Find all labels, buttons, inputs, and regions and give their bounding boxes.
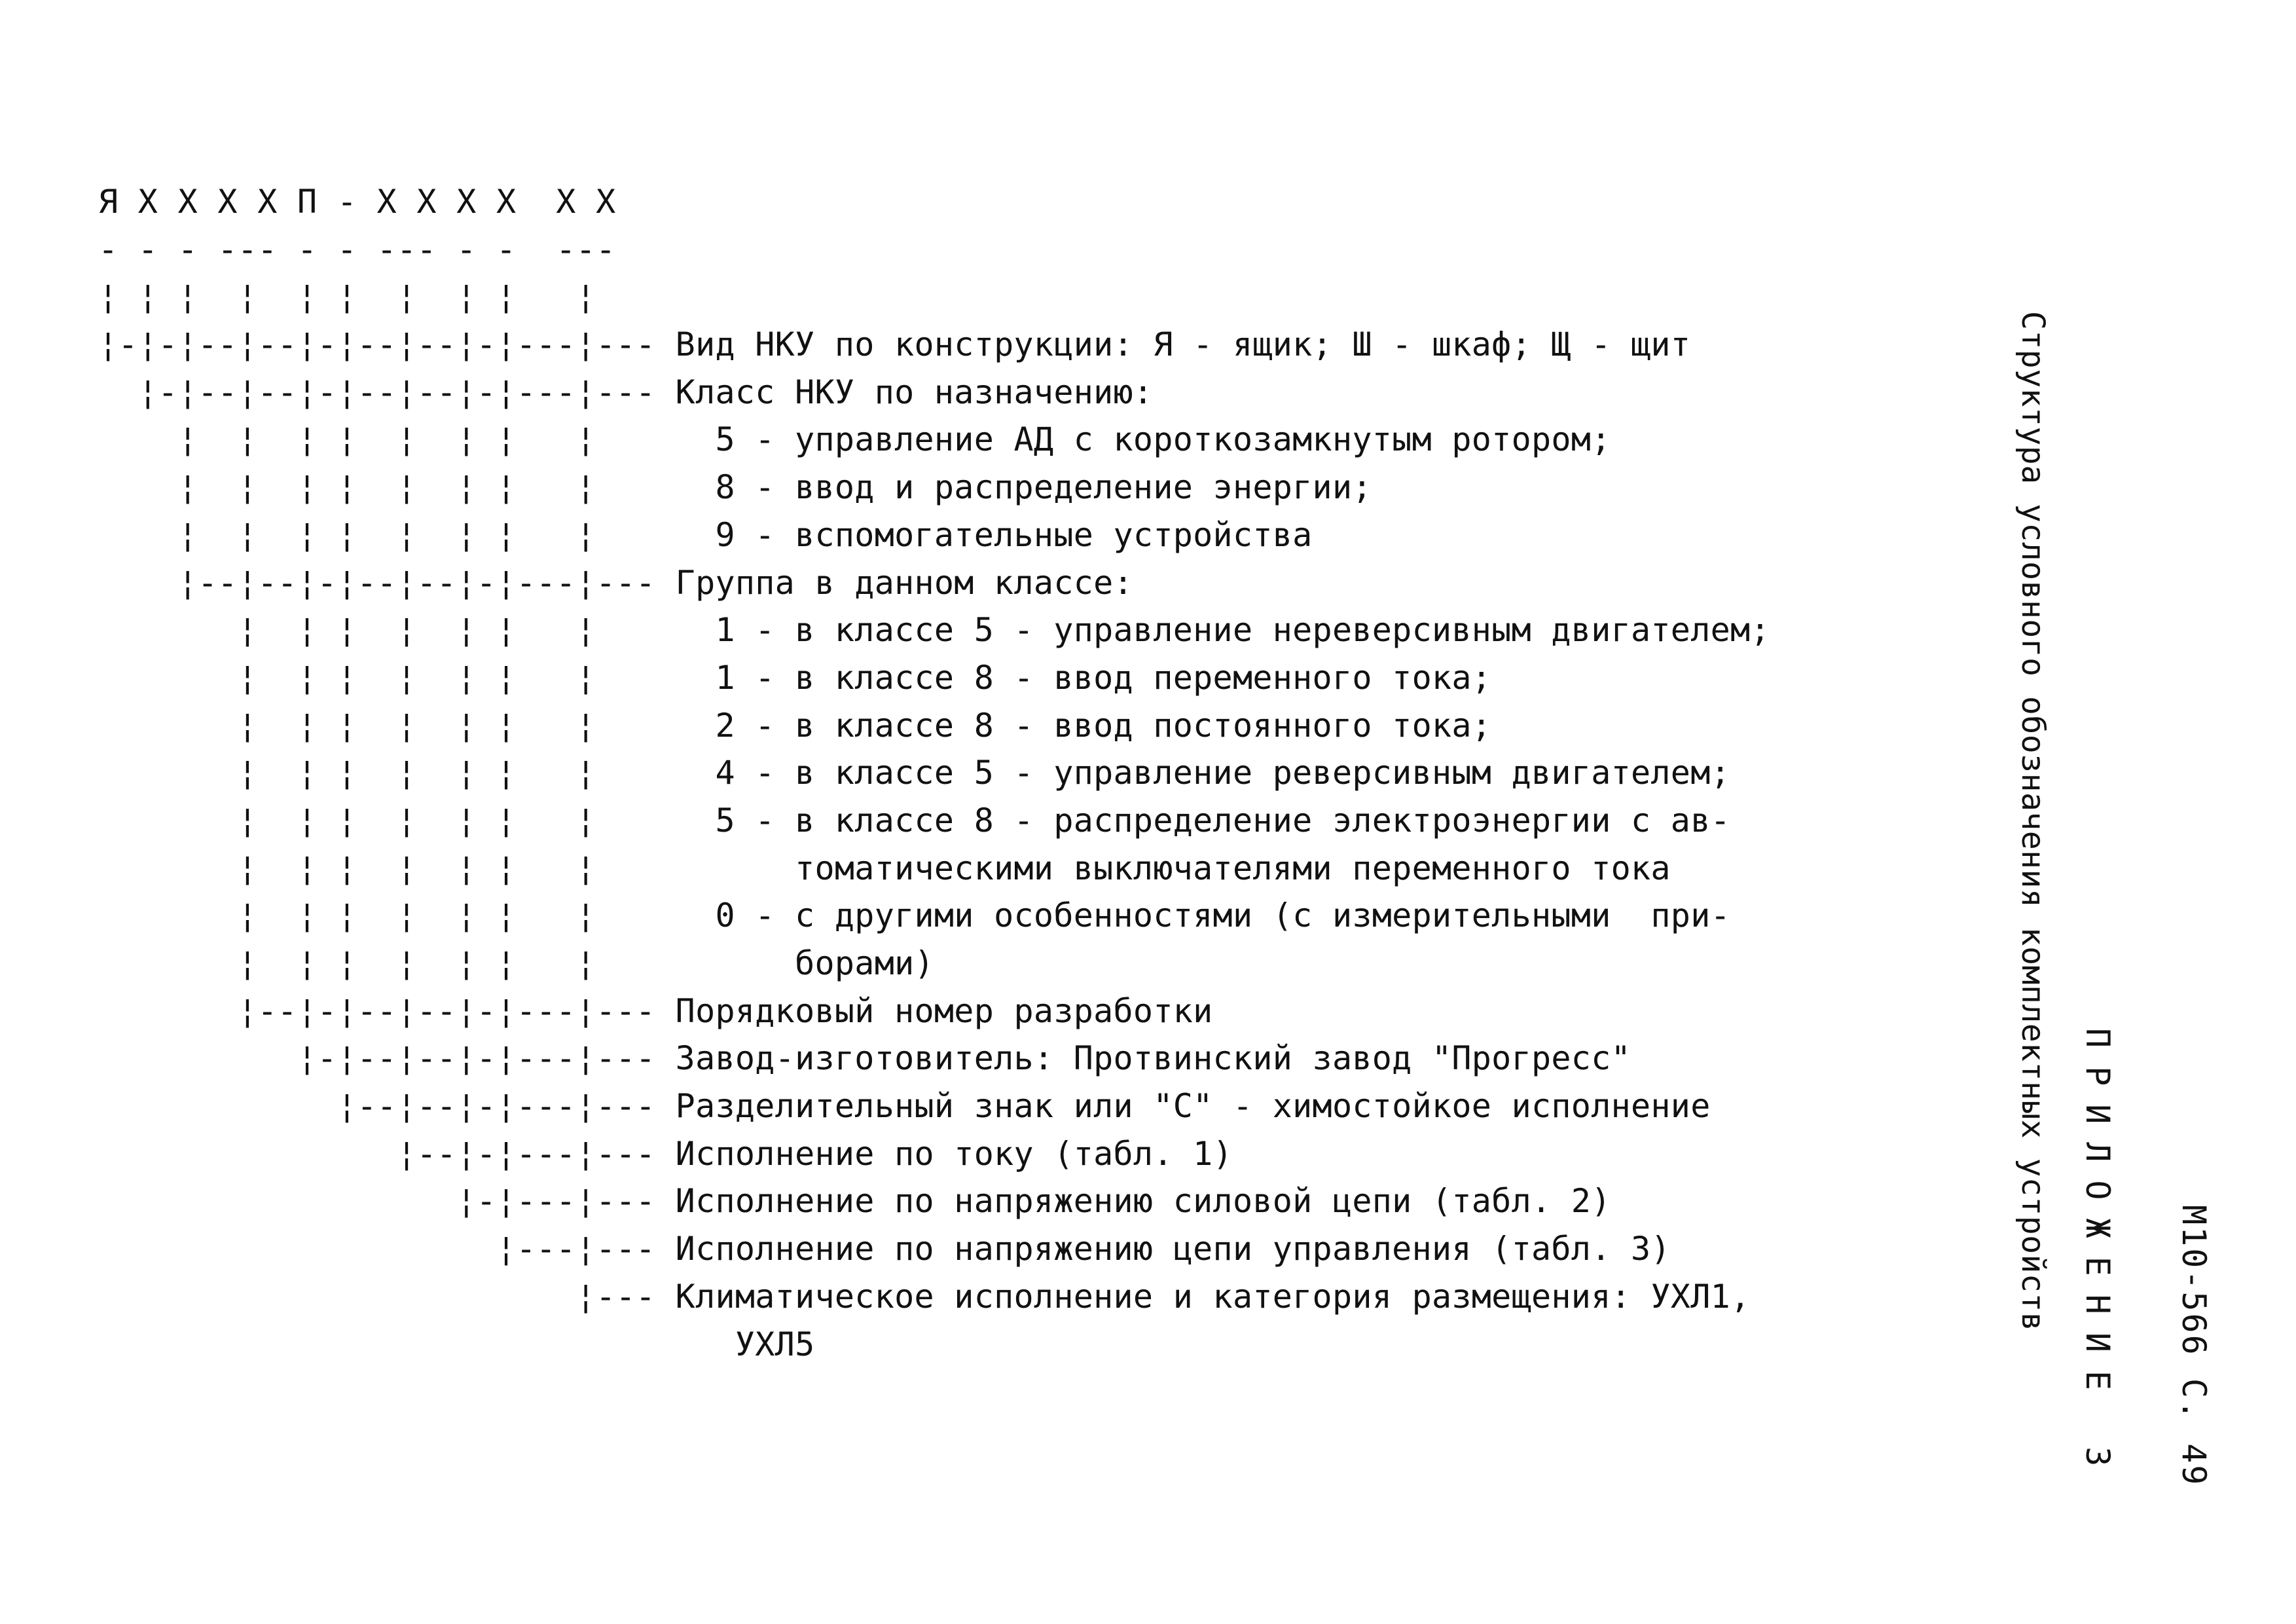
page-title: Структура условного обозначения комплектных устройств xyxy=(2014,311,2051,1332)
scheme-line-group: ¦--¦--¦-¦--¦--¦-¦---¦--- Группа в данном классе: xyxy=(98,563,1133,602)
scheme-line-group-0: ¦ ¦ ¦ ¦ ¦ ¦ ¦ 0 - с другими особенностями (с измерительными при- xyxy=(98,896,1731,935)
scheme-line-class-8: ¦ ¦ ¦ ¦ ¦ ¦ ¦ ¦ 8 - ввод и распределение энергии; xyxy=(98,468,1372,507)
scheme-line-power-voltage: ¦-¦---¦--- Исполнение по напряжению силовой цепи (табл. 2) xyxy=(98,1182,1611,1221)
scheme-line-climatic-version: ¦--- Климатическое исполнение и категория размещения: УХЛ1, xyxy=(98,1277,1751,1316)
scheme-line-group-5-class-8: ¦ ¦ ¦ ¦ ¦ ¦ ¦ 5 - в классе 8 - распределение электроэнергии с ав- xyxy=(98,801,1731,840)
scheme-line-manufacturer: ¦-¦--¦--¦-¦---¦--- Завод-изготовитель: Протвинский завод "Прогресс" xyxy=(98,1039,1631,1078)
scheme-line-class-5: ¦ ¦ ¦ ¦ ¦ ¦ ¦ ¦ 5 - управление АД с короткозамкнутым ротором; xyxy=(98,420,1611,459)
scheme-line-current-version: ¦--¦-¦---¦--- Исполнение по току (табл. 1) xyxy=(98,1134,1233,1173)
designation-scheme xyxy=(98,178,1770,1368)
scheme-line-serial-number: ¦--¦-¦--¦--¦-¦---¦--- Порядковый номер разработки xyxy=(98,991,1213,1030)
scheme-line-construction-type: ¦-¦-¦--¦--¦-¦--¦--¦-¦---¦--- Вид НКУ по конструкции: Я - ящик; Ш - шкаф; Щ - щит xyxy=(98,325,1691,364)
scheme-line-group-2-class-8: ¦ ¦ ¦ ¦ ¦ ¦ ¦ 2 - в классе 8 - ввод постоянного тока; xyxy=(98,706,1492,745)
scheme-line-group-1-class-5: ¦ ¦ ¦ ¦ ¦ ¦ ¦ 1 - в классе 5 - управление нереверсивным двигателем; xyxy=(98,611,1770,650)
scheme-line-climatic-continued: УХЛ5 xyxy=(98,1325,815,1363)
appendix-heading: ПРИЛОЖЕНИЕ 3 xyxy=(2079,1028,2117,1485)
scheme-line-class-9: ¦ ¦ ¦ ¦ ¦ ¦ ¦ ¦ 9 - вспомогательные устройства xyxy=(98,515,1313,554)
code-underline: - - - --- - - --- - - --- xyxy=(98,230,616,268)
document-reference: М10-566 С. 49 xyxy=(2175,1205,2213,1487)
scheme-line-group-0-continued: ¦ ¦ ¦ ¦ ¦ ¦ ¦ борами) xyxy=(98,944,934,982)
scheme-line-group-4-class-5: ¦ ¦ ¦ ¦ ¦ ¦ ¦ 4 - в классе 5 - управление реверсивным двигателем; xyxy=(98,754,1731,792)
scheme-line-control-voltage: ¦---¦--- Исполнение по напряжению цепи управления (табл. 3) xyxy=(98,1230,1671,1268)
scheme-line-group-5-continued: ¦ ¦ ¦ ¦ ¦ ¦ ¦ томатическими выключателями переменного тока xyxy=(98,849,1671,887)
scheme-line-purpose-class: ¦-¦--¦--¦-¦--¦--¦-¦---¦--- Класс НКУ по назначению: xyxy=(98,373,1154,411)
scheme-line-group-1-class-8: ¦ ¦ ¦ ¦ ¦ ¦ ¦ 1 - в классе 8 - ввод переменного тока; xyxy=(98,658,1492,697)
scheme-line-separator-sign: ¦--¦--¦-¦---¦--- Разделительный знак или "С" - химостойкое исполнение xyxy=(98,1087,1711,1126)
designation-code-line: Я Х Х Х Х П - Х Х Х Х Х Х xyxy=(98,183,616,221)
scheme-branch-line: ¦ ¦ ¦ ¦ ¦ ¦ ¦ ¦ ¦ ¦ xyxy=(98,278,596,316)
